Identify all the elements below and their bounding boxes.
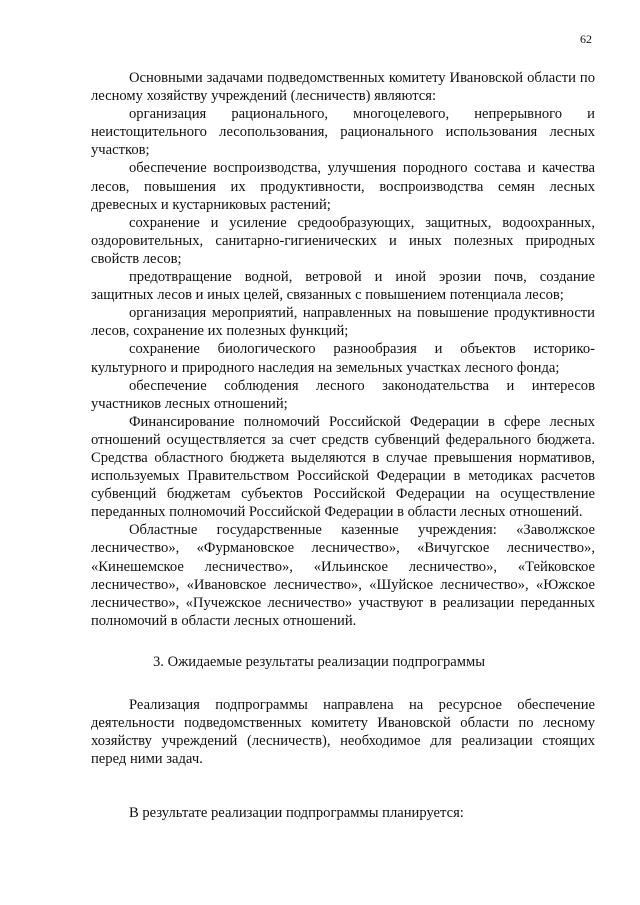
document-body [91,69,595,822]
task-item-5: организация мероприятий, направленных на повышение продуктивности лесов, сохранение их полезных функций; [91,305,595,340]
intro-paragraph: Основными задачами подведомственных комитету Ивановской области по лесному хозяйству учреждений (лесничеств) являются: [91,70,595,105]
task-item-2: обеспечение воспроизводства, улучшения породного состава и качества лесов, повышения их продуктивности, воспроизводства семян лесных древесных и кустарниковых растений; [91,160,595,213]
task-item-1: организация рационального, многоцелевого, непрерывного и неистощительного лесопользования, рационального использования лесных участков; [91,106,595,159]
task-item-6: сохранение биологического разнообразия и объектов историко-культурного и природного наследия на земельных участках лесного фонда; [91,341,595,376]
section-heading: 3. Ожидаемые результаты реализации подпрограммы [153,653,486,670]
results-paragraph: Реализация подпрограммы направлена на ресурсное обеспечение деятельности подведомственных комитету Ивановской области по лесному хозяйству учреждений (лесничеств), необходимое для реализации стоящих перед ними задач. [91,697,595,768]
page-number: 62 [580,32,592,46]
task-item-7: обеспечение соблюдения лесного законодательства и интересов участников лесных отношений; [91,377,595,412]
task-item-4: предотвращение водной, ветровой и иной эрозии почв, создание защитных лесов и иных целей, связанных с повышением потенциала лесов; [91,269,595,304]
planned-results-intro: В результате реализации подпрограммы планируется: [129,805,464,822]
financing-paragraph: Финансирование полномочий Российской Федерации в сфере лесных отношений осуществляется за счет средств субвенций федерального бюджета. Средства областного бюджета выделяются в случае превышения нормативов, используемых Правительством Российской Федерации в методиках расчетов субвенций бюджетам субъектов Российской Федерации на осуществление переданных полномочий Российской Федерации в области лесных отношений. [91,413,595,521]
institutions-paragraph: Областные государственные казенные учреждения: «Заволжское лесничество», «Фурмановское лесничество», «Вичугское лесничество», «Кинешемское лесничество», «Ильинское лесничество», «Тейковское лесничество», «Ивановское лесничество», «Шуйское лесничество», «Южское лесничество», «Пучежское лесничество» участвуют в реализации переданных полномочий в области лесных отношений. [91,522,595,629]
task-item-3: сохранение и усиление средообразующих, защитных, водоохранных, оздоровительных, санитарно-гигиенических и иных полезных природных свойств лесов; [91,214,595,267]
